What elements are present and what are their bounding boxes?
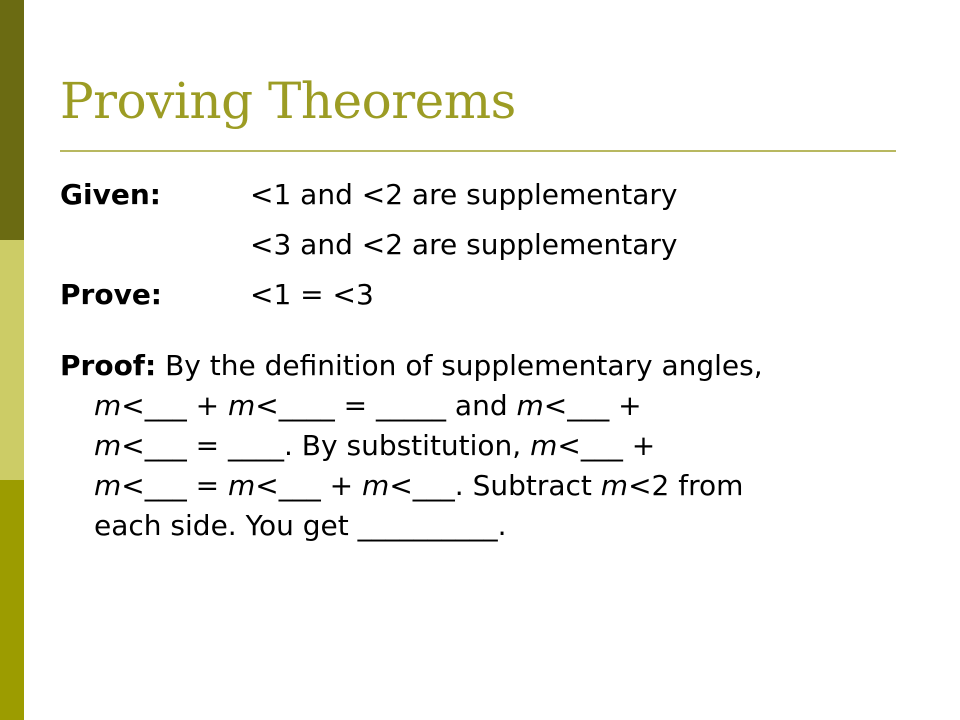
- proof-line-3: [60, 426, 910, 466]
- m-symbol: m: [94, 429, 122, 462]
- slide-content: [60, 170, 910, 546]
- proof-text: <___ =: [121, 469, 229, 502]
- proof-paragraph: [60, 346, 910, 546]
- m-symbol: m: [94, 389, 122, 422]
- given-statement-2: <3 and <2 are supplementary: [250, 228, 678, 261]
- prove-label: Prove:: [60, 278, 163, 311]
- title-underline: [60, 150, 896, 152]
- m-symbol: m: [600, 469, 629, 502]
- proof-text: <___. Subtract: [389, 469, 601, 502]
- proof-text: <___ +: [543, 389, 642, 422]
- proof-text: <___ = ____. By substitution,: [121, 429, 531, 462]
- prove-statement: <1 = <3: [250, 278, 374, 311]
- proof-text: each side. You get __________.: [94, 509, 507, 542]
- proof-text: <___ +: [255, 469, 363, 502]
- proof-line-1: [60, 346, 910, 386]
- proof-text: <___ +: [121, 389, 229, 422]
- m-symbol: m: [228, 389, 256, 422]
- given-label-spacer: [60, 220, 250, 270]
- proof-line-5: [60, 506, 910, 546]
- given-label: Given:: [60, 178, 161, 211]
- proof-text: <___ +: [557, 429, 656, 462]
- slide-title: Proving Theorems: [60, 72, 516, 130]
- given-row-2: [60, 220, 910, 270]
- slide-sidebar: [0, 0, 24, 720]
- m-symbol: m: [530, 429, 558, 462]
- proof-text: <2 from: [628, 469, 744, 502]
- m-symbol: m: [516, 389, 544, 422]
- proof-line-4: [60, 466, 910, 506]
- proof-intro: By the definition of supplementary angles,: [156, 349, 763, 382]
- sidebar-segment-middle: [0, 240, 24, 480]
- sidebar-segment-bottom: [0, 480, 24, 720]
- m-symbol: m: [228, 469, 256, 502]
- proof-label: Proof:: [60, 349, 157, 382]
- given-statement-1: <1 and <2 are supplementary: [250, 178, 678, 211]
- proof-text: <____ = _____ and: [255, 389, 517, 422]
- m-symbol: m: [94, 469, 122, 502]
- prove-row: [60, 270, 910, 320]
- m-symbol: m: [362, 469, 390, 502]
- proof-line-2: [60, 386, 910, 426]
- given-row-1: [60, 170, 910, 220]
- sidebar-segment-top: [0, 0, 24, 240]
